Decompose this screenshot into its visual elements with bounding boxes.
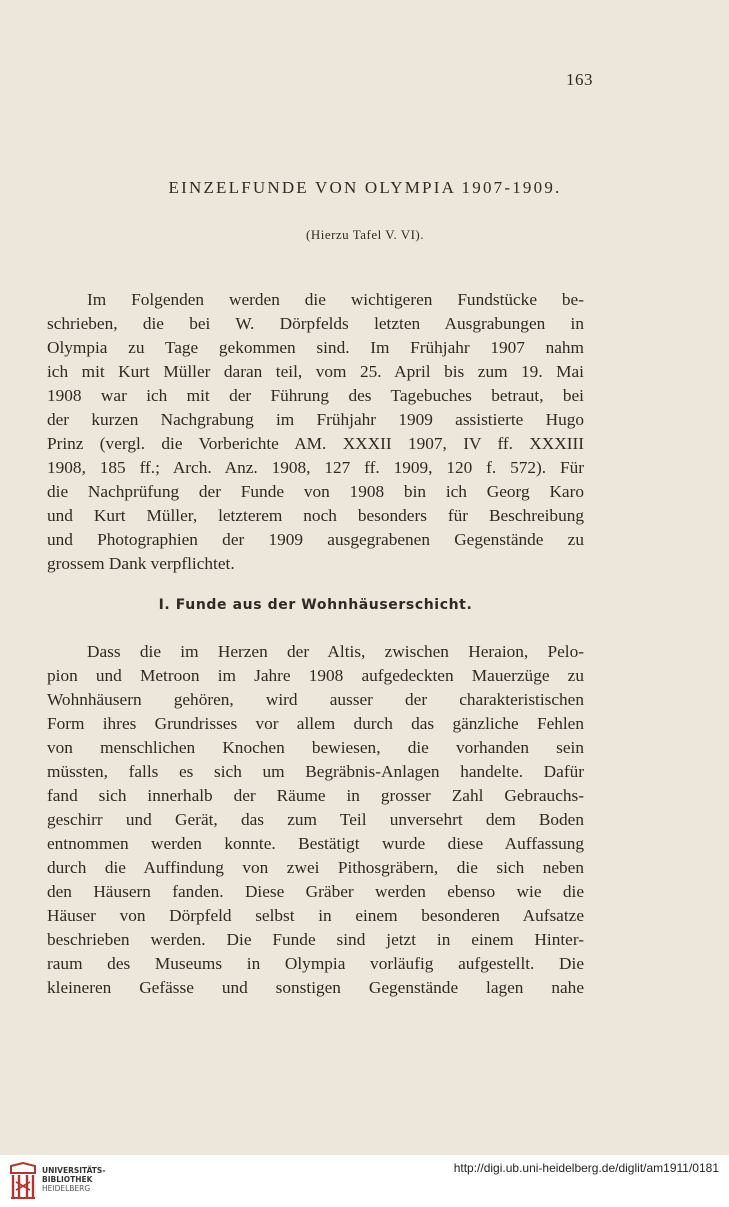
text-line: der kurzen Nachgrabung im Frühjahr 1909 assistierte Hugo [47, 410, 584, 429]
text-line: von menschlichen Knochen bewiesen, die vorhanden sein [47, 738, 584, 757]
text-line: Prinz (vergl. die Vorberichte AM. XXXII 1907, IV ff. XXXIII [47, 434, 584, 453]
text-line: raum des Museums in Olympia vorläufig aufgestellt. Die [47, 954, 584, 973]
library-name-line: HEIDELBERG [42, 1184, 91, 1193]
text-line: kleineren Gefässe und sonstigen Gegenstände lagen nahe [47, 978, 584, 997]
library-name [42, 1166, 105, 1193]
text-line: pion und Metroon im Jahre 1908 aufgedeckten Mauerzüge zu [47, 666, 584, 685]
text-line: fand sich innerhalb der Räume in grosser Zahl Gebrauchs- [47, 786, 584, 805]
library-logo-icon [8, 1162, 38, 1200]
section-heading: I. Funde aus der Wohnhäuserschicht. [158, 597, 473, 613]
text-line: durch die Auffindung von zwei Pithosgräbern, die sich neben [47, 858, 584, 877]
text-line: schrieben, die bei W. Dörpfelds letzten Ausgrabungen in [47, 314, 584, 333]
text-line: müssten, falls es sich um Begräbnis-Anlagen handelte. Dafür [47, 762, 584, 781]
text-line: geschirr und Gerät, das zum Teil unversehrt dem Boden [47, 810, 584, 829]
text-line: Dass die im Herzen der Altis, zwischen Heraion, Pelo- [87, 642, 584, 661]
text-line: Form ihres Grundrisses vor allem durch das gänzliche Fehlen [47, 714, 584, 733]
text-line: und Kurt Müller, letzterem noch besonders für Beschreibung [47, 506, 584, 525]
text-line: entnommen werden konnte. Bestätigt wurde diese Auffassung [47, 834, 584, 853]
text-line: 1908, 185 ff.; Arch. Anz. 1908, 127 ff. 1909, 120 f. 572). Für [47, 458, 584, 477]
library-name-line: UNIVERSITÄTS- [42, 1166, 106, 1175]
page-number: 163 [566, 70, 593, 89]
text-line: den Häusern fanden. Diese Gräber werden ebenso wie die [47, 882, 584, 901]
library-name-line: BIBLIOTHEK [42, 1175, 93, 1184]
text-line: ich mit Kurt Müller daran teil, vom 25. April bis zum 19. Mai [47, 362, 584, 381]
text-line: Häuser von Dörpfeld selbst in einem besonderen Aufsatze [47, 906, 584, 925]
source-url-link[interactable]: http://digi.ub.uni-heidelberg.de/diglit/am1911/0181 [453, 1161, 719, 1175]
text-line: 1908 war ich mit der Führung des Tagebuches betraut, bei [47, 386, 584, 405]
text-line: beschrieben werden. Die Funde sind jetzt in einem Hinter- [47, 930, 584, 949]
article-subtitle: (Hierzu Tafel V. VI). [305, 227, 425, 242]
text-line: und Photographien der 1909 ausgegrabenen Gegenstände zu [47, 530, 584, 549]
article-title: EINZELFUNDE VON OLYMPIA 1907-1909. [168, 178, 562, 197]
text-line: grossem Dank verpflichtet. [47, 554, 235, 573]
text-line: die Nachprüfung der Funde von 1908 bin ich Georg Karo [47, 482, 584, 501]
text-line: Wohnhäusern gehören, wird ausser der charakteristischen [47, 690, 584, 709]
text-line: Im Folgenden werden die wichtigeren Fundstücke be- [87, 290, 584, 309]
text-line: Olympia zu Tage gekommen sind. Im Frühjahr 1907 nahm [47, 338, 584, 357]
